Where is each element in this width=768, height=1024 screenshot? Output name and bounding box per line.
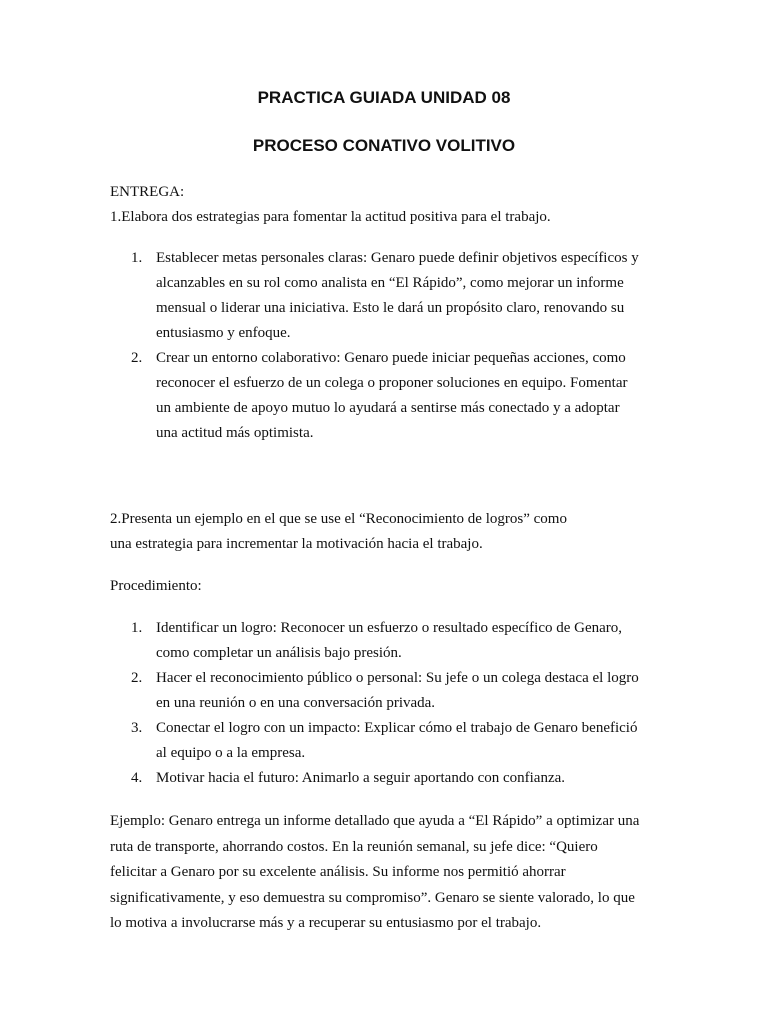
question-2-line: una estrategia para incrementar la motivación hacia el trabajo. [110,536,483,552]
list-item-line: reconocer el esfuerzo de un colega o proponer soluciones en equipo. Fomentar [156,375,628,391]
paragraph-line: Ejemplo: Genaro entrega un informe detallado que ayuda a “El Rápido” a optimizar una [110,813,640,829]
document-subtitle: PROCESO CONATIVO VOLITIVO [252,136,516,155]
list-item-number: 1. [131,250,143,266]
document-title: PRACTICA GUIADA UNIDAD 08 [257,88,511,107]
list-item-number: 2. [131,670,143,686]
list-item [110,346,670,446]
question-2-line: 2.Presenta un ejemplo en el que se use el “Reconocimiento de logros” como [110,511,567,527]
list-item-line: alcanzables en su rol como analista en “El Rápido”, como mejorar un informe [156,275,624,291]
list-item-line: entusiasmo y enfoque. [156,325,291,341]
list-item-line: Identificar un logro: Reconocer un esfuerzo o resultado específico de Genaro, [156,620,623,636]
paragraph-line: felicitar a Genaro por su excelente análisis. Su informe nos permitió ahorrar [110,864,566,880]
strategies-list [110,246,670,446]
list-item-number: 1. [131,620,143,636]
list-item-line: en una reunión o en una conversación privada. [156,695,436,711]
list-item-line: al equipo o a la empresa. [156,745,306,761]
list-item [110,246,670,346]
list-item [110,716,670,766]
paragraph-line: significativamente, y eso demuestra su compromiso”. Genaro se siente valorado, lo que [110,889,635,906]
list-item [110,766,670,791]
list-item-line: Conectar el logro con un impacto: Explicar cómo el trabajo de Genaro benefició [156,720,638,736]
list-item-line: Crear un entorno colaborativo: Genaro puede iniciar pequeñas acciones, como [156,350,626,366]
example-paragraph [110,809,670,937]
list-item-line: mensual o liderar una iniciativa. Esto le dará un propósito claro, renovando su [156,300,625,316]
list-item-line: Establecer metas personales claras: Genaro puede definir objetivos específicos y [156,250,639,266]
question-1: 1.Elabora dos estrategias para fomentar la actitud positiva para el trabajo. [110,209,551,225]
list-item-line: Motivar hacia el futuro: Animarlo a seguir aportando con confianza. [156,770,566,786]
entrega-label: ENTREGA: [110,184,185,200]
list-item-line: como completar un análisis bajo presión. [156,645,402,661]
procedimiento-label: Procedimiento: [110,578,202,594]
list-item-line: un ambiente de apoyo mutuo lo ayudará a sentirse más conectado y a adoptar [156,400,620,416]
list-item-line: una actitud más optimista. [156,425,314,441]
list-item-number: 2. [131,350,143,366]
list-item [110,616,670,666]
list-item-number: 3. [131,720,143,736]
paragraph-line: lo motiva a involucrarse más y a recuperar su entusiasmo por el trabajo. [110,915,542,931]
list-item-line: Hacer el reconocimiento público o personal: Su jefe o un colega destaca el logro [156,670,639,686]
list-item-number: 4. [131,770,143,786]
paragraph-line: ruta de transporte, ahorrando costos. En la reunión semanal, su jefe dice: “Quiero [110,838,598,855]
question-1-block [110,180,670,230]
list-item [110,666,670,716]
question-2-block [110,507,670,557]
procedure-list [110,616,670,791]
